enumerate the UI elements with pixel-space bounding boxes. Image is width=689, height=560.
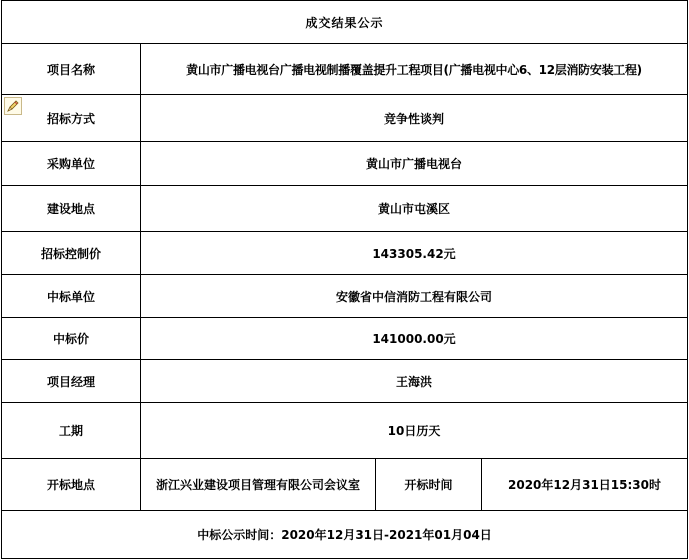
winning-price-value: 141000.00元 [141,318,688,360]
publicity-period: 中标公示时间：2020年12月31日-2021年01月04日 [2,511,688,559]
opening-place-label: 开标地点 [2,459,141,511]
duration-value: 10日历天 [141,403,688,459]
opening-place-value: 浙江兴业建设项目管理有限公司会议室 [141,459,376,511]
project-manager-label: 项目经理 [2,360,141,403]
row-bidding-method [2,95,688,142]
control-price-label: 招标控制价 [2,232,141,275]
location-label: 建设地点 [2,186,141,232]
winning-unit-label: 中标单位 [2,275,141,318]
row-project-name [2,44,688,95]
project-name-value: 黄山市广播电视台广播电视制播覆盖提升工程项目(广播电视中心6、12层消防安装工程) [141,44,688,95]
row-control-price [2,232,688,275]
row-location [2,186,688,232]
pencil-icon[interactable] [4,97,22,115]
row-project-manager [2,360,688,403]
opening-time-value: 2020年12月31日15:30时 [482,459,688,511]
row-purchaser [2,142,688,186]
project-name-label: 项目名称 [2,44,141,95]
row-winning-unit [2,275,688,318]
project-manager-value: 王海洪 [141,360,688,403]
control-price-value: 143305.42元 [141,232,688,275]
row-duration [2,403,688,459]
duration-label: 工期 [2,403,141,459]
row-winning-price [2,318,688,360]
page-title: 成交结果公示 [2,1,688,44]
bidding-method-value: 竞争性谈判 [141,95,688,142]
winning-unit-value: 安徽省中信消防工程有限公司 [141,275,688,318]
location-value: 黄山市屯溪区 [141,186,688,232]
purchaser-value: 黄山市广播电视台 [141,142,688,186]
result-table [1,0,688,559]
purchaser-label: 采购单位 [2,142,141,186]
row-opening [2,459,688,511]
bidding-method-label: 招标方式 [2,95,141,142]
winning-price-label: 中标价 [2,318,141,360]
opening-time-label: 开标时间 [376,459,482,511]
